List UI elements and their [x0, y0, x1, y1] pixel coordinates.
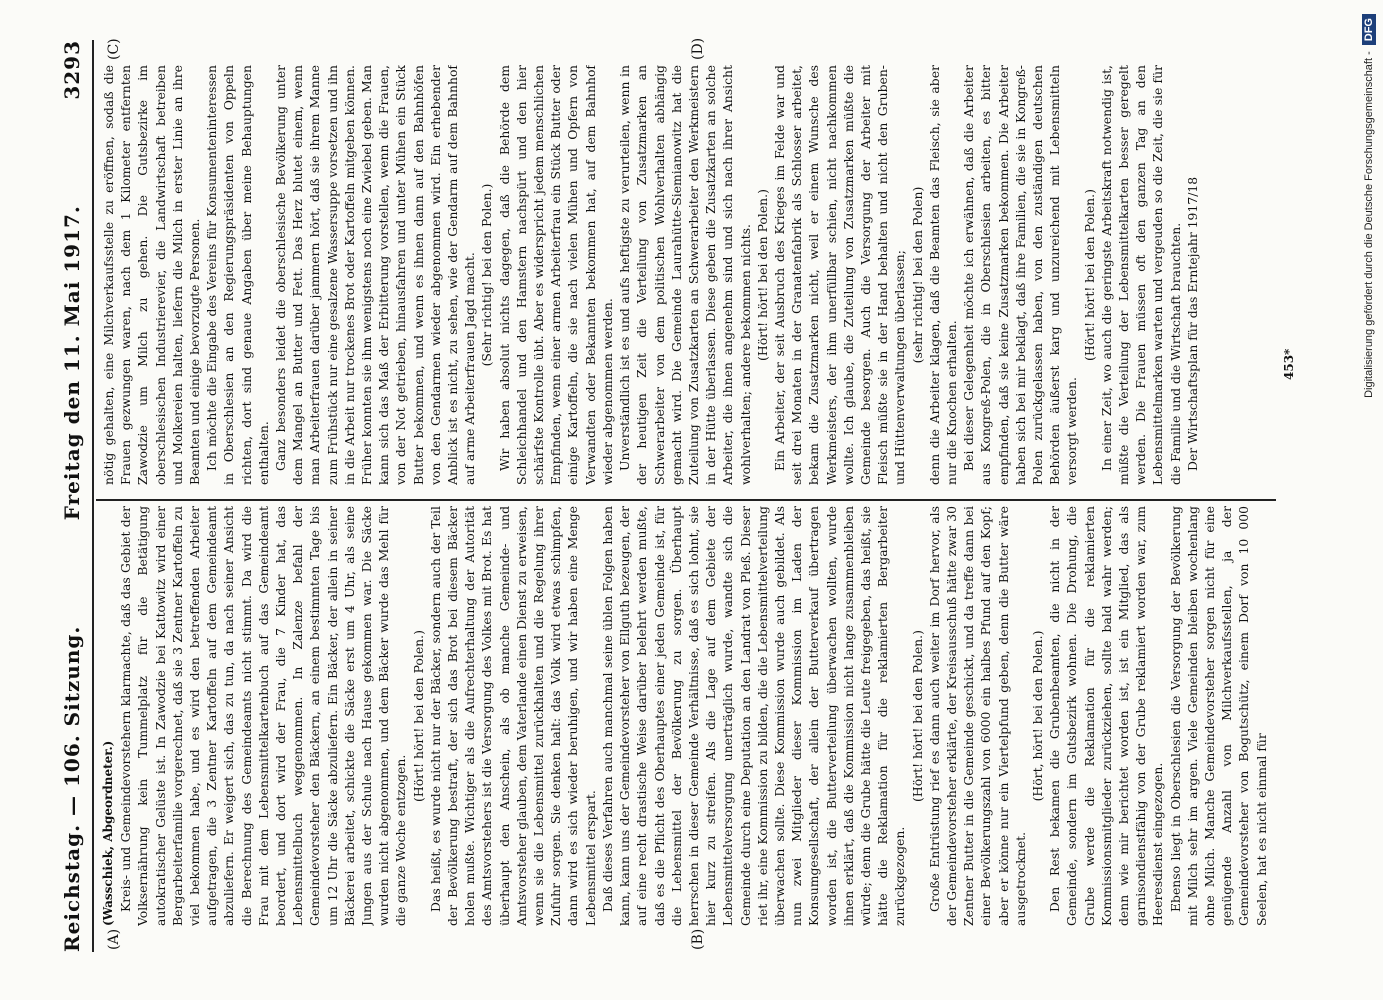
- right-column: [100, 65, 1270, 485]
- margin-d: (D): [690, 37, 706, 60]
- paragraph: Große Entrüstung rief es dann auch weiter im Dorf hervor, als der Gemeindevorsteher erklärte, der Kreisausschuß hätte zwar 30 Zentner Butter in die Gemeinde geschickt, und da treffe dann bei einer Bevölkerungszahl von 6000 ein halbes Pfund auf den Kopf; aber er könne nur ein Viertelpfund geben, denn die Butter wäre ausgetrocknet.: [926, 506, 1028, 926]
- sidebar-text: Digitalisierung gefördert durch die Deutsche Forschungsgemeinschaft -: [1363, 51, 1375, 398]
- interjection: (Hört! hört! bei den Polen.): [909, 630, 925, 802]
- paragraph: Der Wirtschaftsplan für das Erntejahr 1917/18: [1184, 176, 1200, 471]
- column-rule: [96, 499, 1276, 501]
- digitization-sidebar: [1355, 0, 1383, 1000]
- paragraph: Wir haben absolut nichts dagegen, daß die Behörde dem Schleichhandel und den Hamstern nachspürt und den hier schärfste Kontrolle übt. Aber es widerspricht jedem menschlichen Empfinden, wenn einer armen Arbeiterfrau ein Stück Butter oder einige Kartoffeln, die sie nach vielen Mühen und Opfern von Verwandten oder Bekannten bekommen hat, auf dem Bahnhof wieder abgenommen werden.: [496, 65, 615, 485]
- paragraph: Ein Arbeiter, der seit Ausbruch des Krieges im Felde war und seit drei Monaten in der Granatenfabrik als Schlosser arbeitet, bekam die Zusatzmarken nicht, weil er einem Wunsche des Werkmeisters, der ihm unerfüllbar schien, nicht nachkommen wollte. Ich glaube, die Zuteilung von Zusatzmarken müßte die Gemeinde besorgen. Auch die Versorgung der Arbeiter mit Fleisch müßte sie in der Hand behalten und nicht den Gruben- und Hüttenverwaltungen überlassen;: [771, 65, 908, 485]
- margin-c: (C): [106, 38, 122, 60]
- dfg-logo: DFG: [1362, 14, 1376, 45]
- speaker-tag: (Wasschiek, Abgeordneter.): [101, 740, 115, 926]
- page-header: [58, 40, 86, 952]
- paragraph: Ganz besonders leidet die oberschlesische Bevölkerung unter dem Mangel an Butter und Fett. Das Herz blutet einem, wenn man Arbeiterfrauen darüber jammern hört, daß sie ihrem Manne zum Frühstück nur eine gesalzene Wassersuppe vorsetzen und ihn in die Arbeit nur trockenes Brot oder Kartoffeln mitgeben können. Früher konnten sie ihm wenigstens noch eine Zwiebel geben. Man kann sich das Maß der Erbitterung vorstellen, wenn die Frauen, von der Not getrieben, hinausfahren und unter Mühen ein Stück Butter bekommen, und wenn es ihnen dann auf den Bahnhöfen von den Gendarmen wieder abgenommen wird. Ein erhebender Anblick ist es nicht, zu sehen, wie der Gendarm auf dem Bahnhof auf arme Arbeiterfrauen Jagd macht.: [273, 65, 478, 485]
- paragraph: In einer Zeit, wo auch die geringste Arbeitskraft notwendig ist, müßte die Verteilung der Lebensmittelkarten besser geregelt werden. Die Frauen müssen oft den ganzen Tag an den Lebensmittelmarken warten und vergeuden so die Zeit, die sie für die Familie und die Wirtschaft brauchten.: [1098, 65, 1183, 485]
- footer-signature: 453*: [1282, 348, 1296, 380]
- paragraph: Bei dieser Gelegenheit möchte ich erwähnen, daß die Arbeiter aus Kongreß-Polen, die in Oberschlesien arbeiten, es bitter empfinden, daß sie keine Zusatzmarken bekommen. Die Arbeiter haben sich bei mir beklagt, daß ihre Familien, die sie in Kongreß-Polen zurückgelassen haben, von den zuständigen deutschen Behörden äußerst karg und unzureichend mit Lebensmitteln versorgt werden.: [961, 65, 1080, 485]
- interjection: (sehr richtig! bei den Polen): [909, 186, 925, 364]
- page-number: 3293: [60, 40, 84, 100]
- interjection: (Hört! hört! bei den Polen.): [754, 189, 770, 361]
- paragraph: Das heißt, es wurde nicht nur der Bäcker, sondern auch der Teil der Bevölkerung bestraft, der sich das Brot bei diesem Bäcker holen mußte. Wichtiger als die Aufrechterhaltung der Autorität des Amtsvorstehers ist die Versorgung des Volkes mit Brot. Es hat überhaupt den Anschein, als ob manche Gemeinde- und Amtsvorsteher glauben, dem Vaterlande einen Dienst zu erweisen, wenn sie die Lebensmittel zurückhalten und die Regelung ihrer Zufuhr sorgen. Sie denken halt: das Volk wird etwas schimpfen, dann wird es sich wieder beruhigen, und wir haben eine Menge Lebensmittel erspart.: [427, 506, 598, 926]
- paragraph: denn die Arbeiter klagen, daß die Beamten das Fleisch, sie aber nur die Knochen erhalten.: [926, 65, 959, 485]
- header-date: Freitag den 11. Mai 1917.: [60, 205, 84, 521]
- interjection: (Sehr richtig! bei den Polen.): [479, 183, 495, 367]
- paragraph: Daß dieses Verfahren auch manchmal seine üblen Folgen haben kann, kann uns der Gemeindevorsteher von Ellguth bezeugen, der auf eine recht drastische Weise darüber belehrt werden mußte, daß es die Pflicht des Oberhauptes einer jeden Gemeinde ist, für die Lebensmittel der Bevölkerung zu sorgen. Überhaupt herrschen in dieser Gemeinde Verhältnisse, daß es sich lohnt, sie hier kurz zu streifen. Als die Lage auf dem Gebiete der Lebensmittelversorgung unerträglich wurde, wandte sich die Gemeinde durch eine Deputation an den Landrat von Pleß. Dieser riet ihr, eine Kommission zu bilden, die die Lebensmittelverteilung überwachen sollte. Diese Kommission wurde auch gebildet. Als nun zwei Mitglieder dieser Kommission im Laden der Konsumgesellschaft, der allein der Butterverkauf übertragen worden ist, die Butterverteilung überwachen wollten, wurde ihnen erklärt, daß die Kommission nicht lange zusammenbleiben würde; denn die Grube hätte die Leute freigegeben, das heißt, sie hätte die Reklamation für die reklamierten Bergarbeiter zurückgezogen.: [599, 506, 908, 926]
- paragraph: Ebenso liegt in Oberschlesien die Versorgung der Bevölkerung mit Milch sehr im argen. Viele Gemeinden bleiben wochenlang ohne Milch. Manche Gemeindevorsteher sorgen nicht für eine genügende Anzahl von Milchverkaufsstellen, ja der Gemeindevorsteher von Bogutschütz, einem Dorf von 10 000 Seelen, hat es nicht einmal für: [1167, 506, 1269, 926]
- header-left: Reichstag. — 106. Sitzung.: [60, 625, 84, 952]
- interjection: (Hört, hört! bei den Polen.): [1029, 630, 1045, 802]
- header-rule: [92, 40, 94, 952]
- paragraph: Den Rest bekamen die Grubenbeamten, die nicht in der Gemeinde, sondern im Gutsbezirk wohnen. Die Drohung, die Grube werde die Reklamation für die reklamierten Kommissionsmitglieder zurückziehen, sollte bald wahr werden; denn wie mir berichtet worden ist, ist ein Mitglied, das als garnisondienstfähig von der Grube reklamiert worden war, zum Heeresdienst eingezogen.: [1047, 506, 1166, 926]
- paragraph: Unverständlich ist es und aufs heftigste zu verurteilen, wenn in der heutigen Zeit die Verteilung von Zusatzmarken an Schwerarbeiter von dem politischen Wohlverhalten abhängig gemacht wird. Die Gemeinde Laurahütte-Siemianowitz hat die Zuteilung von Zusatzkarten an Schwerarbeiter den Werkmeistern in der Hütte überlassen. Diese geben die Zusatzkarten an solche Arbeiter, die ihnen angenehm sind und sich nach ihrer Ansicht wohlverhalten; andere bekommen nichts.: [617, 65, 753, 485]
- margin-a: (A): [106, 928, 122, 950]
- paragraph: Ich möchte die Eingabe des Vereins für Konsumenteninteressen in Oberschlesien an den Regierungspräsidenten von Oppeln richten, dort sind genaue Angaben über meine Behauptungen enthalten.: [204, 65, 271, 485]
- interjection: (Hört! hört! bei den Polen.): [410, 630, 426, 802]
- margin-b: (B): [690, 928, 706, 950]
- left-column: [100, 506, 1270, 926]
- sidebar-credit: [1355, 0, 1383, 1000]
- paragraph: Kreis- und Gemeindevorstehern klarmachte, daß das Gebiet der Volksernährung kein Tummelplatz für die Betätigung autokratischer Gelüste ist. In Zawodzie bei Kattowitz wird einer Bergarbeiterfamilie vorgerechnet, daß sie 3 Zentner Kartoffeln zu viel bekommen habe, und es wird den betreffenden Arbeiter aufgetragen, die 3 Zentner Kartoffeln auf dem Gemeindeamt abzuliefern. Er weigert sich, das zu tun, da nach seiner Ansicht die Berechnung des Gemeindeamts nicht stimmt. Da wird die Frau mit dem Lebensmittelkartenbuch auf das Gemeindeamt beordert, und dort wird der Frau, die 7 Kinder hat, das Lebensmittelbuch weggenommen. In Zalenze befahl der Gemeindevorsteher den Bäckern, an einem bestimmten Tage bis um 12 Uhr die Säcke abzuliefern. Ein Bäcker, der allein in seiner Bäckerei arbeitet, schickte die Säcke erst um 4 Uhr, als seine Jungen aus der Schule nach Hause gekommen war. Die Säcke wurden nicht abgenommen, und dem Bäcker wurde das Mehl für die ganze Woche entzogen.: [118, 506, 409, 926]
- paragraph: nötig gehalten, eine Milchverkaufsstelle zu eröffnen, sodaß die Frauen gezwungen waren, nach dem 1 Kilometer entfernten Zawodzie um Milch zu gehen. Die Gutsbezirke im oberschlesischen Industrierevier, die Landwirtschaft betreiben und Molkereien halten, liefern die Milch in erster Linie an ihre Beamten und einige bevorzugte Personen.: [101, 65, 203, 485]
- interjection: (Hört! hört! bei den Polen.): [1081, 189, 1097, 361]
